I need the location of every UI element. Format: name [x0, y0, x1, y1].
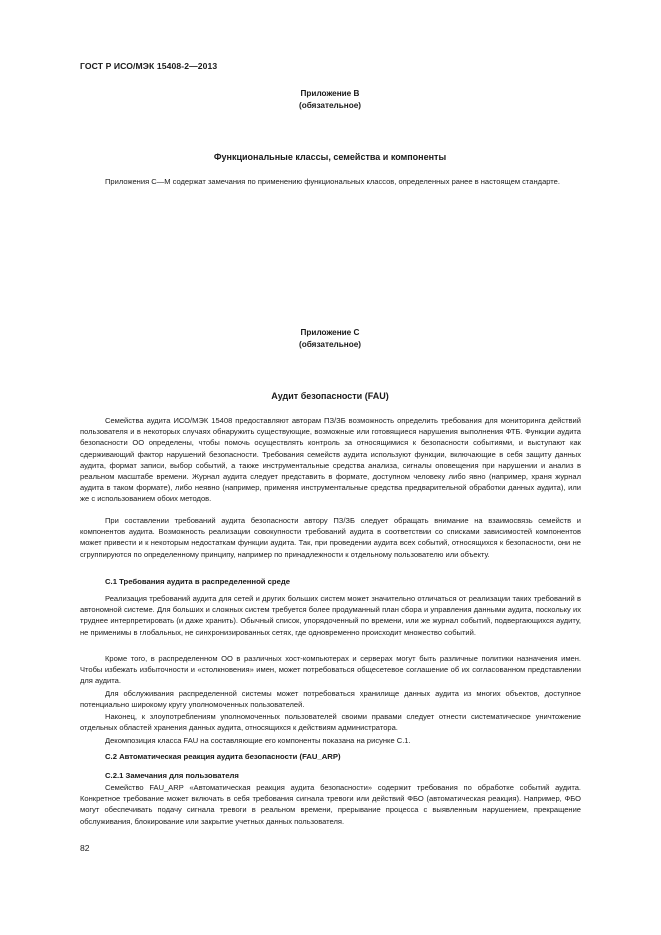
annex-c-heading: Аудит безопасности (FAU) [271, 391, 389, 401]
page-number: 82 [80, 843, 90, 853]
section-c2-title: С.2 Автоматическая реакция аудита безопасности (FAU_ARP) [105, 752, 341, 761]
section-c1-paragraph-1: Реализация требований аудита для сетей и других больших систем может значительно отличаться от реализации таких требований в автономной системе. Для больших и сложных систем требуется более продуманный план сбора и управления данными аудита, поскольку их труднее интерпретировать (и даже хранить). Обычный список, упорядоченный по времени, или же журнал событий, подвергающихся аудиту, не применимы в глобальных, не синхронизированных сетях, где одновременно происходит множество событий. [80, 594, 581, 637]
section-c21-paragraph-1: Семейство FAU_ARP «Автоматическая реакция аудита безопасности» содержит требования по обработке событий аудита. Конкретное требование может включать в себя требования сигнала тревоги или действий ФБО (автоматическая реакция). Например, ФБО могут обеспечивать подачу сигнала тревоги в реальном времени, прерывание процесса с выявленным нарушением, прекращение обслуживания, блокирование или закрытие учетных данных пользователя. [80, 783, 581, 826]
annex-c-paragraph-1: Семейства аудита ИСО/МЭК 15408 предоставляют авторам ПЗ/ЗБ возможность определить требования для мониторинга действий пользователя и в некоторых случаях обнаружить существующие, возможные или готовящиеся нарушения выполнения ФТБ. Функции аудита безопасности ОО определены, чтобы помочь осуществлять контроль за относящимися к безопасности событиями, и выступают как сдерживающий фактор нарушений безопасности. Требования семейств аудита используют функции, включающие в себя защиту данных аудита, формат записи, выбор событий, а также инструментальные средства анализа, сигналы оповещения при нарушении и анализ в реальном масштабе времени. Журнал аудита следует представить в формате, доступном человеку либо явно (например, храня журнал аудита в таком формате), либо неявно (например, применяя инструментальные средства предварительной обработки данных аудита), или же с использованием обоих методов. [80, 416, 581, 504]
annex-c-label [80, 327, 580, 350]
annex-b-label [80, 88, 580, 111]
document-header: ГОСТ Р ИСО/МЭК 15408-2—2013 [80, 61, 218, 71]
annex-c-title: Приложение С [300, 328, 360, 337]
annex-b-text: Приложения С—М содержат замечания по применению функциональных классов, определенных ранее в настоящем стандарте. [105, 177, 560, 186]
annex-c-status: (обязательное) [299, 339, 361, 349]
annex-b-status: (обязательное) [299, 100, 361, 110]
section-c1-title: С.1 Требования аудита в распределенной среде [105, 577, 291, 586]
section-c21-title: С.2.1 Замечания для пользователя [105, 771, 239, 780]
annex-b-title: Приложение В [300, 89, 360, 98]
section-c1-paragraph-3: Для обслуживания распределенной системы может потребоваться хранилище данных аудита из многих объектов, доступное потенциально широкому кругу уполномоченных пользователей. [80, 689, 581, 710]
section-c1-paragraph-2: Кроме того, в распределенном ОО в различных хост-компьютерах и серверах могут быть различные политики назначения имен. Чтобы избежать избыточности и «столкновения» имен, может потребоваться общесетевое соглашение об их согласованном представлении для аудита. [80, 654, 581, 686]
annex-b-heading: Функциональные классы, семейства и компоненты [213, 152, 447, 162]
annex-c-paragraph-2: При составлении требований аудита безопасности автору ПЗ/ЗБ следует обращать внимание на взаимосвязь семейств и компонентов аудита. Возможность реализации совокупности требований аудита в соответствии со списками зависимостей компонентов может привести и к некоторым недостаткам функции аудита. Так, при проведении аудита всех событий, относящихся к безопасности, они не сгруппируются по определенному принципу, например по принадлежности к отдельному пользователю или объекту. [80, 516, 581, 559]
section-c1-paragraph-5: Декомпозиция класса FAU на составляющие его компоненты показана на рисунке С.1. [105, 736, 411, 745]
section-c1-paragraph-4: Наконец, к злоупотреблениям уполномоченных пользователей своими правами следует отнести систематическое уничтожение отдельных областей хранения данных аудита, относящихся к действиям администратора. [80, 712, 581, 733]
